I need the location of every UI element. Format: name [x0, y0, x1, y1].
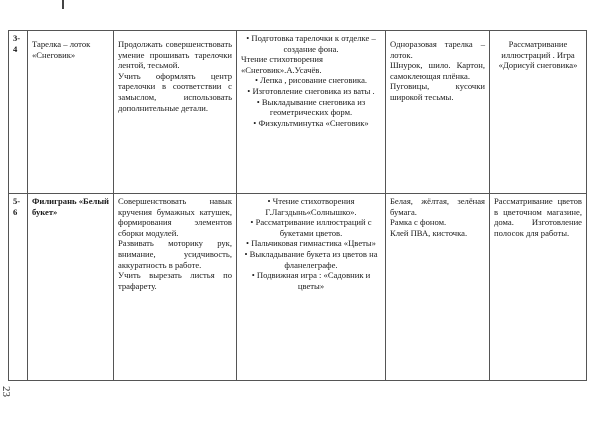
activity-item: • Физкультминутка «Снеговик»	[241, 118, 381, 129]
activity-item: Чтение стихотворения «Снеговик».А.Усачёв.	[241, 54, 323, 75]
activities-cell	[237, 31, 386, 194]
tasks-cell	[114, 194, 237, 381]
material-text: Шнурок, шило. Картон, самоклеющая плёнка.	[390, 60, 485, 81]
page-number: 23	[0, 386, 12, 397]
topic-cell: Филигрань «Белый букет»	[28, 194, 114, 381]
material-text: Одноразовая тарелка – лоток.	[390, 39, 485, 60]
activity-item: • Выкладывание снеговика из геометрических форм.	[241, 97, 381, 118]
activity-item: • Лепка , рисование снеговика.	[241, 75, 381, 86]
task-text: Учить оформлять центр тарелочки в соответствии с замыслом, использовать дополнительные детали.	[118, 70, 232, 113]
activity-item: • Выкладывание букета из цветов на фланелеграфе.	[241, 249, 381, 270]
activity-item: • Подготовка тарелочки к отделке – создание фона.	[241, 33, 381, 54]
materials-cell	[386, 31, 490, 194]
topic-cell: Тарелка – лоток «Снеговик»	[28, 31, 114, 194]
activity-item: • Рассматривание иллюстраций с букетами цветов.	[241, 217, 381, 238]
tasks-cell	[114, 31, 237, 194]
activity-item: • Изготовление снеговика из ваты .	[241, 86, 381, 97]
row-number: 5-6	[9, 194, 28, 381]
family-work-cell: Рассматривание цветов в цветочном магазине, дома. Изготовление полосок для работы.	[490, 194, 587, 381]
activity-item: • Чтение стихотворения Г.Лагздынь«Солнышко».	[241, 196, 381, 217]
table-row	[9, 31, 587, 194]
task-text: Совершенствовать навык кручения бумажных катушек, формирования элементов сборки модулей.	[118, 196, 232, 238]
activity-item: • Пальчиковая гимнастика «Цветы»	[241, 238, 381, 249]
table-row	[9, 194, 587, 381]
lesson-plan-table	[8, 30, 587, 381]
materials-cell	[386, 194, 490, 381]
material-text: Пуговицы, кусочки широкой тесьмы.	[390, 81, 485, 102]
page-edge-mark	[62, 0, 64, 9]
material-text: Белая, жёлтая, зелёная бумага.	[390, 196, 485, 217]
family-work-cell: Рассматривание иллюстраций . Игра «Дорисуй снеговика»	[490, 31, 587, 194]
activities-cell	[237, 194, 386, 381]
task-text: Учить вырезать листья по трафарету.	[118, 270, 232, 291]
row-number: 3-4	[9, 31, 28, 194]
material-text: Рамка с фоном.	[390, 217, 447, 228]
task-text: Продолжать совершенствовать умение прошивать тарелочки лентой, тесьмой.	[118, 39, 232, 71]
material-text: Клей ПВА, кисточка.	[390, 227, 468, 238]
activity-item: • Подвижная игра : «Садовник и цветы»	[241, 270, 381, 291]
task-text: Развивать моторику рук, внимание, усидчивость, аккуратность в работе.	[118, 238, 232, 270]
